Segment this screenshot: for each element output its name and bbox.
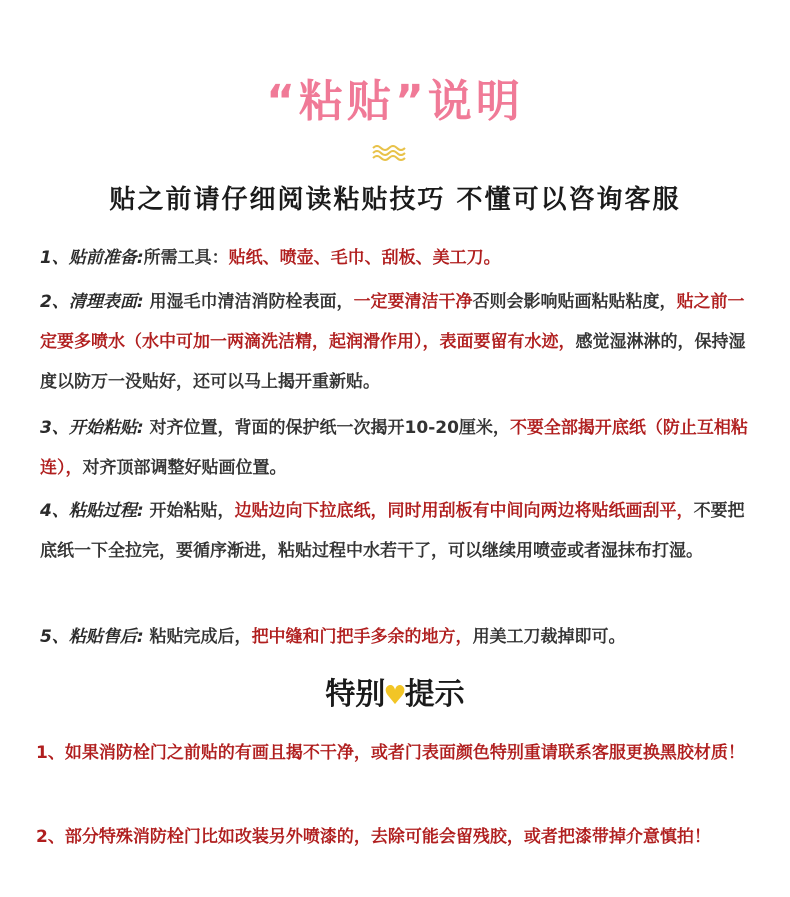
- step-2: [40, 282, 752, 402]
- wave-divider-icon: [371, 143, 411, 163]
- step-text: 对齐顶部调整好贴画位置。: [82, 458, 287, 478]
- step-text-highlight: 把中缝和门把手多余的地方，: [251, 627, 473, 647]
- step-text: 用湿毛巾清洁消防栓表面，: [143, 292, 354, 312]
- step-text-highlight: 贴之前一定要多喷水（水中可加一两滴洗洁精，起润滑作用），表面要留有水迹，: [40, 292, 745, 352]
- step-4: [40, 491, 752, 571]
- step-text-highlight: 边贴边向下拉底纸，同时用刮板有中间向两边将贴纸画刮平，: [234, 501, 694, 521]
- step-text: 用美工刀裁掉即可。: [472, 627, 626, 647]
- step-text: 所需工具：: [143, 248, 229, 268]
- step-label: 5、粘贴售后:: [40, 627, 144, 647]
- step-label: 1、贴前准备:: [40, 248, 144, 268]
- step-text: 感觉湿淋淋的，保持湿度以防万一没贴好，还可以马上揭开重新贴。: [40, 332, 746, 392]
- step-text: 不要把底纸一下全拉完，要循序渐进，粘贴过程中水若干了，可以继续用喷壶或者湿抹布打湿。: [40, 501, 745, 561]
- tip-2: 2、部分特殊消防栓门比如改装另外喷漆的，去除可能会留残胶，或者把漆带掉介意慎拍！: [36, 827, 711, 847]
- subtitle: 贴之前请仔细阅读粘贴技巧 不懂可以咨询客服: [109, 185, 681, 215]
- step-text-highlight: 不要全部揭开底纸（防止互相粘连），: [40, 418, 748, 478]
- tips-title-left: 特别: [325, 677, 386, 712]
- tips-title: [0, 672, 790, 719]
- step-text: 开始粘贴，: [143, 501, 235, 521]
- step-text: 粘贴完成后，: [143, 627, 252, 647]
- step-1: [40, 238, 752, 278]
- step-label: 2、清理表面:: [40, 292, 144, 312]
- step-text: 对齐位置，背面的保护纸一次揭开10-20厘米，: [143, 418, 510, 438]
- tips-title-right: 提示: [404, 677, 465, 712]
- step-text: 否则会影响贴画粘贴粘度，: [472, 292, 677, 312]
- step-3: [40, 408, 752, 488]
- step-label: 4、粘贴过程:: [40, 501, 144, 521]
- step-5: [40, 617, 752, 657]
- step-label: 3、开始粘贴:: [40, 418, 144, 438]
- step-text-highlight: 贴纸、喷壶、毛巾、刮板、美工刀。: [228, 248, 501, 268]
- tip-1: 1、如果消防栓门之前贴的有画且揭不干净，或者门表面颜色特别重请联系客服更换黑胶材质！: [36, 743, 745, 763]
- page-title: “粘贴”说明: [266, 76, 524, 127]
- step-text-highlight: 一定要清洁干净: [353, 292, 473, 312]
- heart-icon: ♥: [383, 681, 407, 711]
